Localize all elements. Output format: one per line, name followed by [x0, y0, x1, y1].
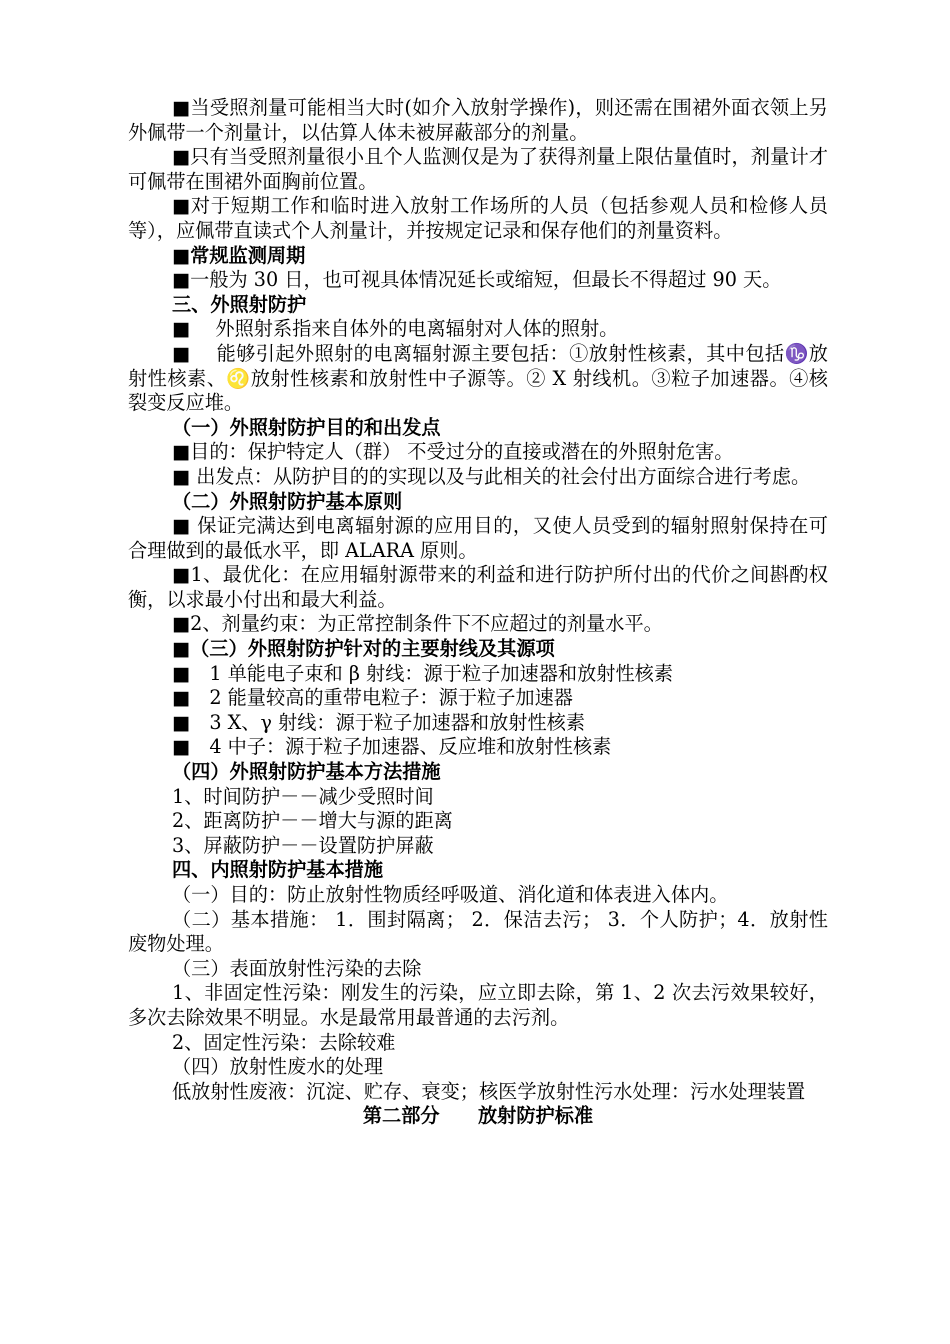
list-item: 1、时间防护－－减少受照时间 — [172, 784, 434, 808]
paragraph: ■ 出发点：从防护目的的实现以及与此相关的社会付出方面综合进行考虑。 — [172, 464, 811, 488]
list-item: ■ 2 能量较高的重带电粒子：源于粒子加速器 — [172, 686, 573, 710]
paragraph: 2、固定性污染：去除较难 — [172, 1030, 396, 1054]
list-item: 3、屏蔽防护－－设置防护屏蔽 — [172, 833, 434, 857]
section-heading: （二）外照射防护基本原则 — [172, 489, 403, 513]
part-heading: 第二部分 放射防护标准 — [362, 1104, 594, 1128]
paragraph: ■ 外照射系指来自体外的电离辐射对人体的照射。 — [172, 317, 619, 341]
section-heading: （一）外照射防护目的和出发点 — [172, 415, 441, 439]
paragraph: ■目的：保护特定人（群） 不受过分的直接或潜在的外照射危害。 — [172, 440, 734, 464]
paragraph: ■一般为 30 日，也可视具体情况延长或缩短，但最长不得超过 90 天。 — [172, 268, 782, 292]
section-heading: ■常规监测周期 — [172, 243, 306, 267]
paragraph: ■只有当受照剂量很小且个人监测仅是为了获得剂量上限估量值时，剂量计才可佩带在围裙外面胸前位置。 — [128, 145, 828, 193]
document-page — [128, 96, 828, 1129]
paragraph: ■1、最优化：在应用辐射源带来的利益和进行防护所付出的代价之间斟酌权衡，以求最小付出和最大利益。 — [128, 563, 828, 611]
paragraph: （一）目的：防止放射性物质经呼吸道、消化道和体表进入体内。 — [172, 883, 729, 906]
list-item: 2、距离防护－－增大与源的距离 — [172, 809, 453, 833]
list-item: ■ 4 中子：源于粒子加速器、反应堆和放射性核素 — [172, 735, 612, 759]
section-heading: 四、内照射防护基本措施 — [172, 858, 384, 882]
paragraph: （三）表面放射性污染的去除 — [172, 956, 422, 980]
paragraph: ■当受照剂量可能相当大时(如介入放射学操作)，则还需在围裙外面衣领上另外佩带一个剂量计，以估算人体未被屏蔽部分的剂量。 — [128, 96, 828, 144]
list-item: ■ 1 单能电子束和 β 射线：源于粒子加速器和放射性核素 — [172, 661, 674, 685]
paragraph: （四）放射性废水的处理 — [172, 1055, 384, 1079]
paragraph: ■对于短期工作和临时进入放射工作场所的人员（包括参观人员和检修人员等），应佩带直读式个人剂量计，并按规定记录和保存他们的剂量资料。 — [128, 194, 828, 242]
section-heading: ■（三）外照射防护针对的主要射线及其源项 — [172, 637, 555, 661]
paragraph: 低放射性废液：沉淀、贮存、衰变；核医学放射性污水处理：污水处理装置 — [172, 1079, 806, 1103]
section-heading: （四）外照射防护基本方法措施 — [172, 760, 441, 784]
section-heading: 三、外照射防护 — [172, 292, 307, 316]
paragraph: 1、非固定性污染：刚发生的污染，应立即去除，第 1、2 次去污效果较好，多次去除效果不明显。水是最常用最普通的去污剂。 — [128, 981, 828, 1029]
paragraph: ■ 能够引起外照射的电离辐射源主要包括：①放射性核素，其中包括♑放射性核素、♌放射性核素和放射性中子源等。② X 射线机。③粒子加速器。④核裂变反应堆。 — [128, 341, 828, 415]
list-item: ■ 3 X、γ 射线：源于粒子加速器和放射性核素 — [172, 710, 586, 734]
paragraph: ■2、剂量约束：为正常控制条件下不应超过的剂量水平。 — [172, 612, 663, 636]
paragraph: （二）基本措施： 1．围封隔离； 2．保洁去污； 3．个人防护；4．放射性废物处理。 — [128, 907, 828, 956]
paragraph: ■ 保证完满达到电离辐射源的应用目的，又使人员受到的辐射照射保持在可合理做到的最低水平，即 ALARA 原则。 — [128, 514, 828, 562]
